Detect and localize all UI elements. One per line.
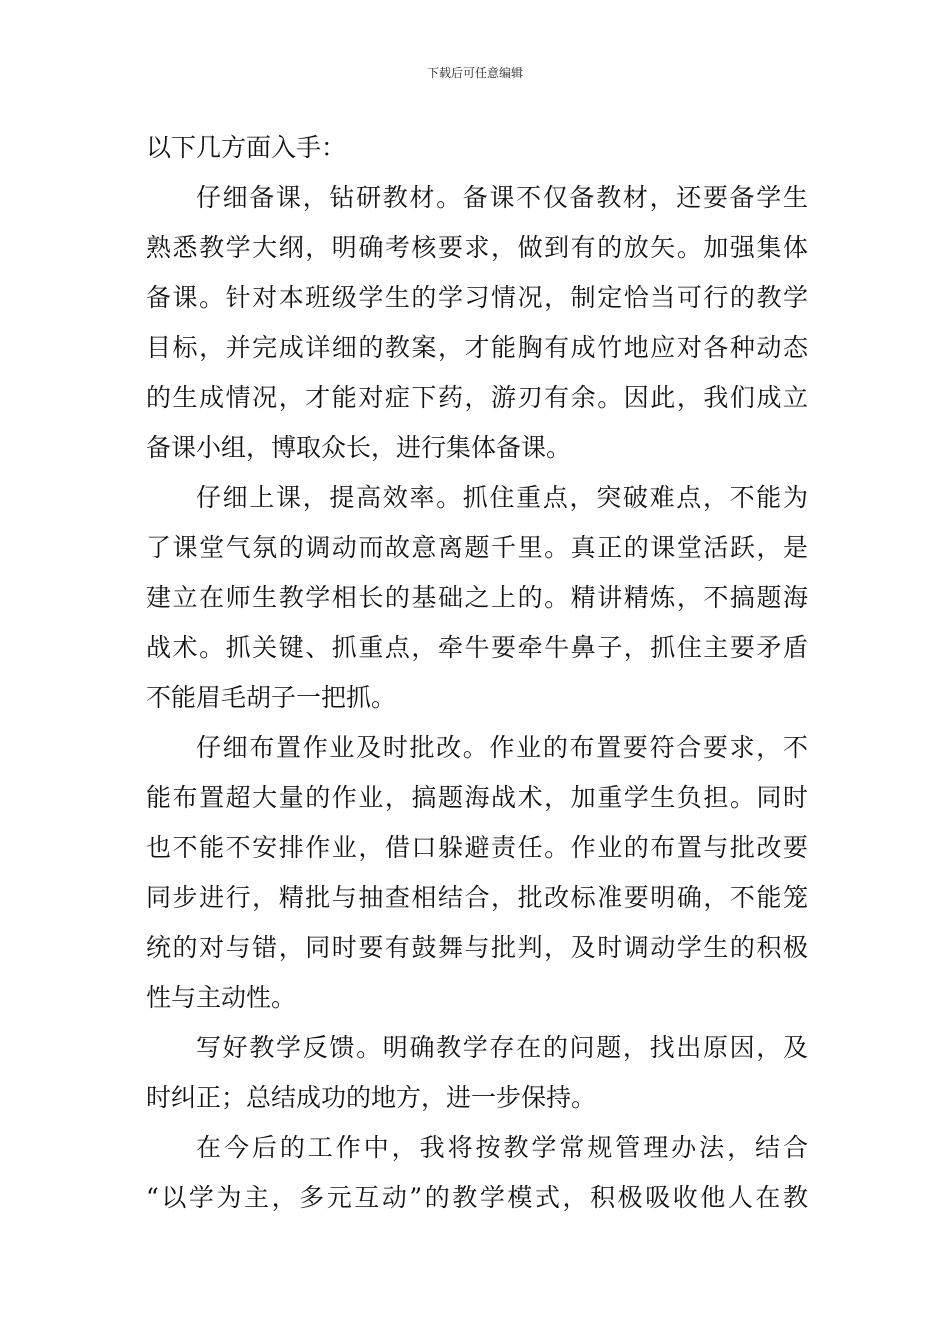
- text-line: 以下几方面入手：: [146, 133, 347, 162]
- text-line: 建立在师生教学相长的基础之上的。精讲精炼，不搞题海: [146, 583, 808, 612]
- paragraph-first-line: 在今后的工作中，我将按教学常规管理办法，结合: [196, 1133, 808, 1162]
- text-line: 也不能不安排作业，借口躲避责任。作业的布置与批改要: [146, 833, 808, 862]
- paragraph-first-line: 仔细备课，钻研教材。备课不仅备教材，还要备学生: [196, 183, 808, 212]
- text-line: 目标，并完成详细的教案，才能胸有成竹地应对各种动态: [146, 333, 808, 362]
- text-line: 时纠正；总结成功的地方，进一步保持。: [146, 1083, 597, 1112]
- paragraph-first-line: 仔细布置作业及时批改。作业的布置要符合要求，不: [196, 733, 808, 762]
- paragraph-first-line: 写好教学反馈。明确教学存在的问题，找出原因，及: [196, 1033, 808, 1062]
- page-header: 下载后可任意编辑: [426, 66, 523, 80]
- paragraph-first-line: 仔细上课，提高效率。抓住重点，突破难点，不能为: [196, 483, 808, 512]
- text-line: “以学为主，多元互动”的教学模式，积极吸收他人在教: [146, 1183, 808, 1212]
- text-line: 备课小组，博取众长，进行集体备课。: [146, 433, 572, 462]
- text-line: 统的对与错，同时要有鼓舞与批判，及时调动学生的积极: [146, 933, 808, 962]
- text-line: 备课。针对本班级学生的学习情况，制定恰当可行的教学: [146, 283, 808, 312]
- text-line: 不能眉毛胡子一把抓。: [146, 683, 397, 712]
- text-line: 的生成情况，才能对症下药，游刃有余。因此，我们成立: [146, 383, 808, 412]
- text-line: 能布置超大量的作业，搞题海战术，加重学生负担。同时: [146, 783, 808, 812]
- text-line: 性与主动性。: [146, 983, 297, 1012]
- text-line: 同步进行，精批与抽查相结合，批改标准要明确，不能笼: [146, 883, 808, 912]
- text-line: 熟悉教学大纲，明确考核要求，做到有的放矢。加强集体: [146, 233, 808, 262]
- text-line: 战术。抓关键、抓重点，牵牛要牵牛鼻子，抓住主要矛盾: [146, 633, 808, 662]
- text-line: 了课堂气氛的调动而故意离题千里。真正的课堂活跃，是: [146, 533, 808, 562]
